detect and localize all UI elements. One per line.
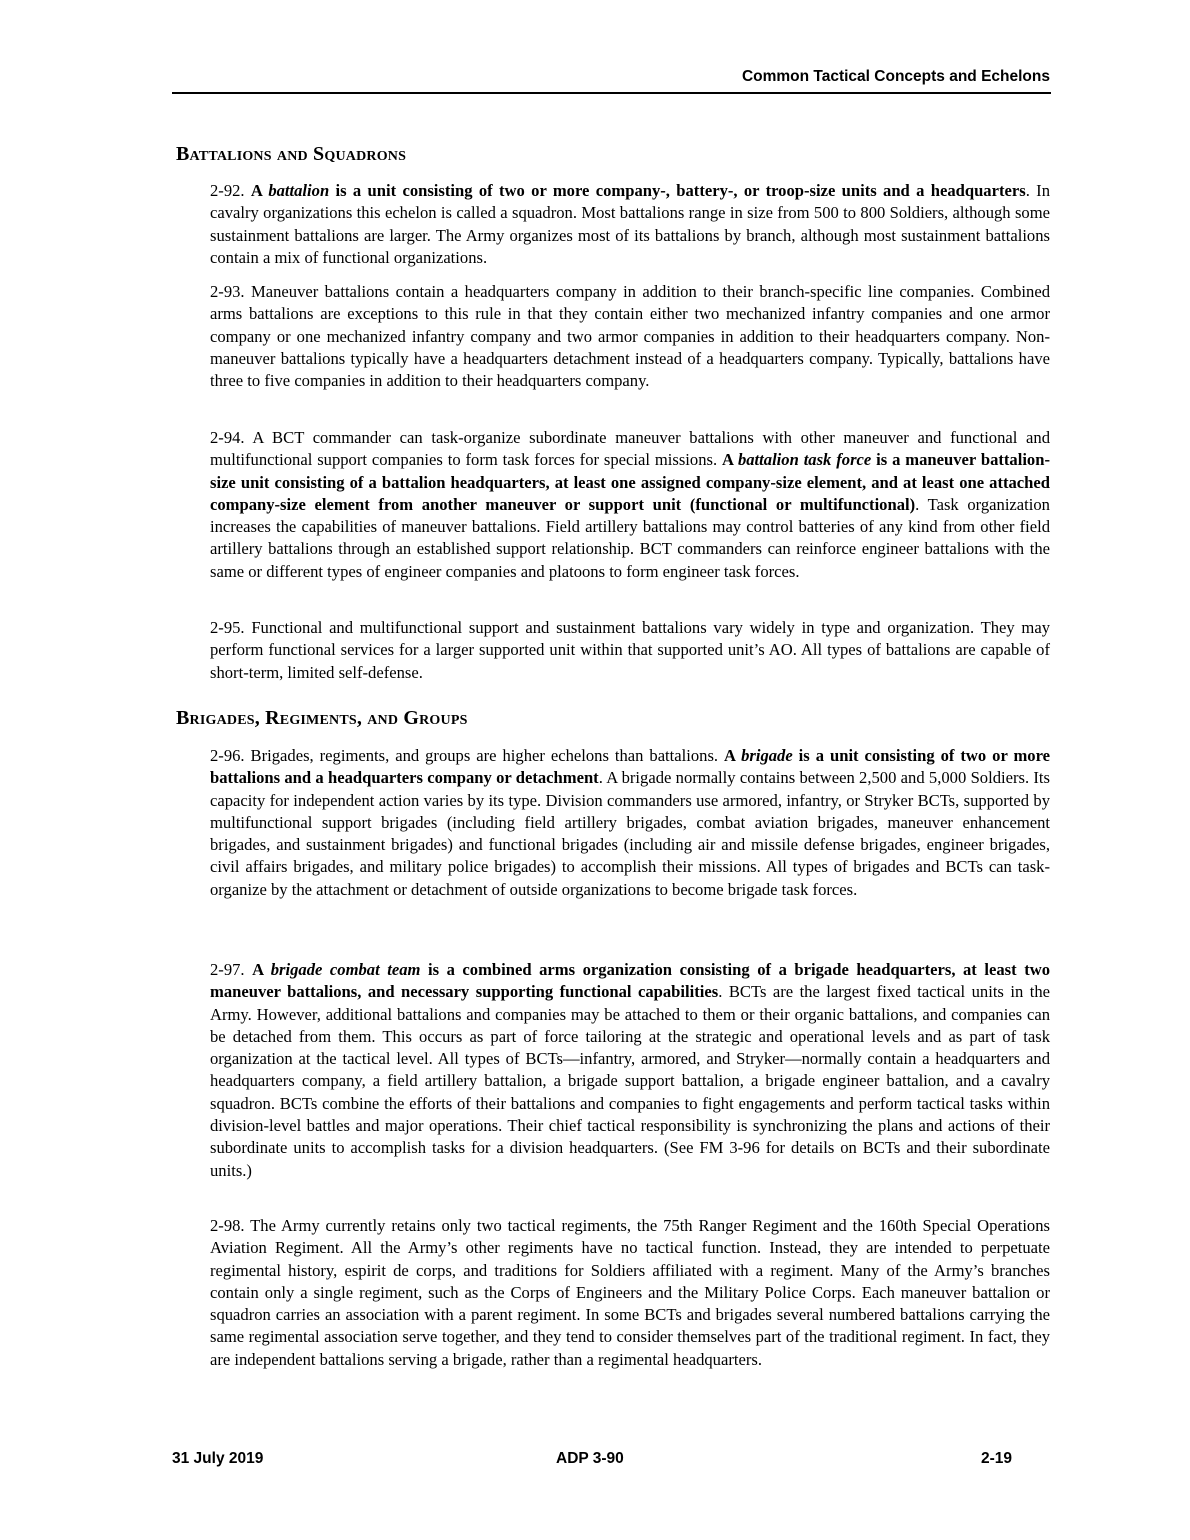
paragraph-number: 2-96. <box>210 746 251 765</box>
paragraph-2-95 <box>210 617 1050 684</box>
body-text: The Army currently retains only two tactical regiments, the 75th Ranger Regiment and the 160th Special Operations Aviation Regiment. All the Army’s other regiments have no tactical function. Instead, they are intended to perpetuate regimental history, espirit de corps, and traditions for Soldiers affiliated with a regiment. Many of the Army’s branches contain only a single regiment, such as the Corps of Engineers and the Military Police Corps. Each maneuver battalion or squadron carries an association with a parent regiment. In some BCTs and brigades several numbered battalions carrying the same regimental association serve together, and they tend to consider themselves part of the traditional regiment. In fact, they are independent battalions serving a brigade, rather than a regimental headquarters. <box>210 1216 1050 1369</box>
bold-text: is a maneuver battalion-size unit consisting of a battalion headquarters, at least one assigned company-size element, and at least one attached company-size element from another maneuver or support unit (functional or multifunctional) <box>210 450 1050 514</box>
bold-text: A <box>252 960 271 979</box>
body-text: A BCT commander can task-organize subordinate maneuver battalions with other maneuver and functional and multifunctional support companies to form task forces for special missions. <box>210 428 1050 470</box>
defined-term: brigade combat team <box>270 960 421 979</box>
bold-text: is a unit consisting of two or more company-, battery-, or troop-size units and a headquarters <box>329 181 1026 200</box>
footer-publication: ADP 3-90 <box>556 1450 624 1467</box>
body-text: . In cavalry organizations this echelon is called a squadron. Most battalions range in size from 500 to 800 Soldiers, although some sustainment battalions are larger. The Army organizes most of its battalions by branch, although most sustainment battalions contain a mix of functional organizations. <box>210 181 1050 267</box>
paragraph-2-94 <box>210 427 1050 583</box>
body-text: Brigades, regiments, and groups are higher echelons than battalions. <box>250 746 725 765</box>
footer-date: 31 July 2019 <box>172 1450 264 1467</box>
paragraph-2-92 <box>210 180 1050 269</box>
body-text: Maneuver battalions contain a headquarters company in addition to their branch-specific line companies. Combined arms battalions are exceptions to this rule in that they contain either two mechanized infantry companies and one armor company or one mechanized infantry company and two armor companies in addition to their headquarters company. Non-maneuver battalions typically have a headquarters detachment instead of a headquarters company. Typically, battalions have three to five companies in addition to their headquarters company. <box>210 282 1050 391</box>
section-heading-battalions: Battalions and Squadrons <box>176 143 407 165</box>
defined-term: battalion <box>268 181 330 200</box>
paragraph-number: 2-98. <box>210 1216 251 1235</box>
paragraph-2-96 <box>210 745 1050 901</box>
paragraph-number: 2-92. <box>210 181 251 200</box>
body-text: Functional and multifunctional support and sustainment battalions vary widely in type and organization. They may perform functional services for a larger supported unit within that supported unit’s AO. All types of battalions are capable of short-term, limited self-defense. <box>210 618 1050 682</box>
body-text: . Task organization increases the capabilities of maneuver battalions. Field artillery battalions may control batteries of any kind from other field artillery battalions through an established support relationship. BCT commanders can reinforce engineer battalions with the same or different types of engineer companies and platoons to form engineer task forces. <box>210 494 1050 581</box>
paragraph-2-97 <box>210 959 1050 1182</box>
header-rule <box>172 92 1051 94</box>
bold-text: A <box>724 746 742 765</box>
footer-page-number: 2-19 <box>981 1450 1013 1467</box>
defined-term: brigade <box>741 746 793 765</box>
paragraph-2-93 <box>210 281 1050 392</box>
bold-text: A <box>250 181 269 200</box>
paragraph-number: 2-97. <box>210 960 253 979</box>
paragraph-number: 2-95. <box>210 618 252 637</box>
section-heading-brigades: Brigades, Regiments, and Groups <box>176 707 468 729</box>
body-text: . A brigade normally contains between 2,500 and 5,000 Soldiers. Its capacity for independent action varies by its type. Division commanders use armored, infantry, or Stryker BCTs, supported by multifunctional support brigades (including field artillery brigades, combat aviation brigades, maneuver enhancement brigades, and sustainment brigades) and functional brigades (including air and missile defense brigades, engineer brigades, civil affairs brigades, and military police brigades) to accomplish their missions. All types of brigades and BCTs can task-organize by the attachment or detachment of outside organizations to become brigade task forces. <box>210 768 1050 899</box>
paragraph-number: 2-93. <box>210 282 251 301</box>
bold-text: is a combined arms organization consisting of a brigade headquarters, at least two maneuver battalions, and necessary supporting functional capabilities <box>210 960 1050 1002</box>
body-text: . BCTs are the largest fixed tactical units in the Army. However, additional battalions and companies may be attached to them or their organic battalions, and companies can be detached from them. This occurs as part of force tailoring at the strategic and operational levels and as part of task organization at the tactical level. All types of BCTs—infantry, armored, and Stryker—normally contain a headquarters and headquarters company, a field artillery battalion, a brigade support battalion, a brigade engineer battalion, and a cavalry squadron. BCTs combine the efforts of their battalions and companies to fight engagements and perform tactical tasks within division-level battles and major operations. Their chief tactical responsibility is synchronizing the plans and actions of their subordinate units to accomplish tasks for a division headquarters. (See FM 3-96 for details on BCTs and their subordinate units.) <box>210 982 1050 1180</box>
defined-term: battalion task force <box>737 450 872 470</box>
running-header: Common Tactical Concepts and Echelons <box>741 68 1050 85</box>
paragraph-2-98 <box>210 1215 1050 1371</box>
paragraph-number: 2-94. <box>210 428 253 447</box>
bold-text: A <box>722 450 738 470</box>
bold-text: is a unit consisting of two or more battalions and a headquarters company or detachment <box>210 746 1051 788</box>
